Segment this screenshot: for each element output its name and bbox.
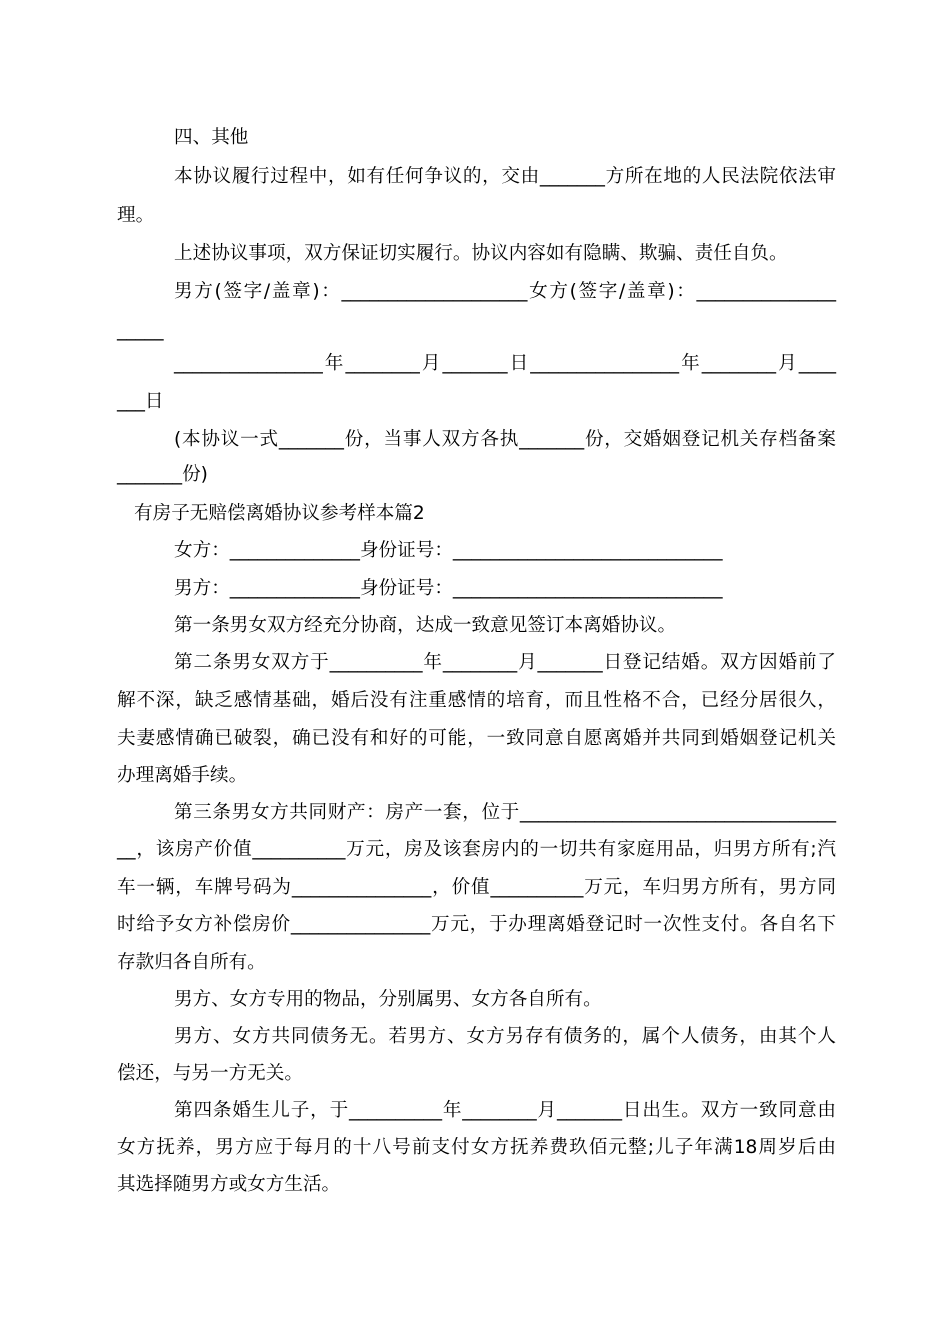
clause-4-line-1: 第四条婚生儿子，于__________年________月_______日出生。双方一致同意由 bbox=[174, 1100, 836, 1121]
article-title: 有房子无赔偿离婚协议参考样本篇2 bbox=[134, 503, 425, 524]
date-line-1: ________________年________月_______日________________年________月____ bbox=[174, 353, 836, 374]
debts-clause-line-2: 偿还，与另一方无关。 bbox=[117, 1063, 303, 1084]
date-line-2: ___日 bbox=[117, 391, 164, 412]
clause-2-line-1: 第二条男女双方于__________年________月_______日登记结婚。双方因婚前了 bbox=[174, 652, 836, 673]
debts-clause-line-1: 男方、女方共同债务无。若男方、女方另存有债务的，属个人债务，由其个人 bbox=[174, 1026, 836, 1047]
clause-1: 第一条男女双方经充分协商，达成一致意见签订本离婚协议。 bbox=[174, 615, 677, 636]
clause-3-line-5: 存款归各自所有。 bbox=[117, 952, 266, 973]
clause-3-line-1: 第三条男女方共同财产：房产一套，位于__________________________________ bbox=[174, 802, 836, 823]
clause-4-line-2: 女方抚养，男方应于每月的十八号前支付女方抚养费玖佰元整;儿子年满18周岁后由 bbox=[117, 1137, 836, 1158]
clause-3-line-4: 时给予女方补偿房价_______________万元，于办理离婚登记时一次性支付。各自名下 bbox=[117, 914, 836, 935]
male-party-line: 男方：______________身份证号：_____________________________ bbox=[174, 578, 723, 599]
signature-line-2: _____ bbox=[117, 320, 164, 341]
section-heading-other: 四、其他 bbox=[174, 127, 249, 148]
clause-3-line-3: 车一辆，车牌号码为_______________，价值__________万元，车归男方所有，男方同 bbox=[117, 877, 836, 898]
clause-2-line-2: 解不深，缺乏感情基础，婚后没有注重感情的培育，而且性格不合，已经分居很久， bbox=[117, 690, 836, 711]
personal-items-clause: 男方、女方专用的物品，分别属男、女方各自所有。 bbox=[174, 989, 602, 1010]
clause-2-line-4: 办理离婚手续。 bbox=[117, 765, 248, 786]
dispute-clause-line-1: 本协议履行过程中，如有任何争议的，交由_______方所在地的人民法院依法审 bbox=[174, 166, 836, 187]
clause-2-line-3: 夫妻感情确已破裂，确已没有和好的可能，一致同意自愿离婚并共同到婚姻登记机关 bbox=[117, 728, 836, 749]
assurance-clause: 上述协议事项，双方保证切实履行。协议内容如有隐瞒、欺骗、责任自负。 bbox=[174, 243, 788, 264]
dispute-clause-line-2: 理。 bbox=[117, 205, 155, 226]
clause-4-line-3: 其选择随男方或女方生活。 bbox=[117, 1174, 341, 1195]
clause-3-line-2: __，该房产价值__________万元，房及该套房内的一切共有家庭用品，归男方所有;汽 bbox=[117, 839, 836, 860]
copies-line-1: (本协议一式_______份，当事人双方各执_______份，交婚姻登记机关存档备案 bbox=[174, 429, 836, 450]
signature-line-1: 男方(签字/盖章)：____________________女方(签字/盖章)：_______________ bbox=[174, 281, 836, 302]
female-party-line: 女方：______________身份证号：_____________________________ bbox=[174, 540, 723, 561]
copies-line-2: _______份) bbox=[117, 464, 208, 485]
